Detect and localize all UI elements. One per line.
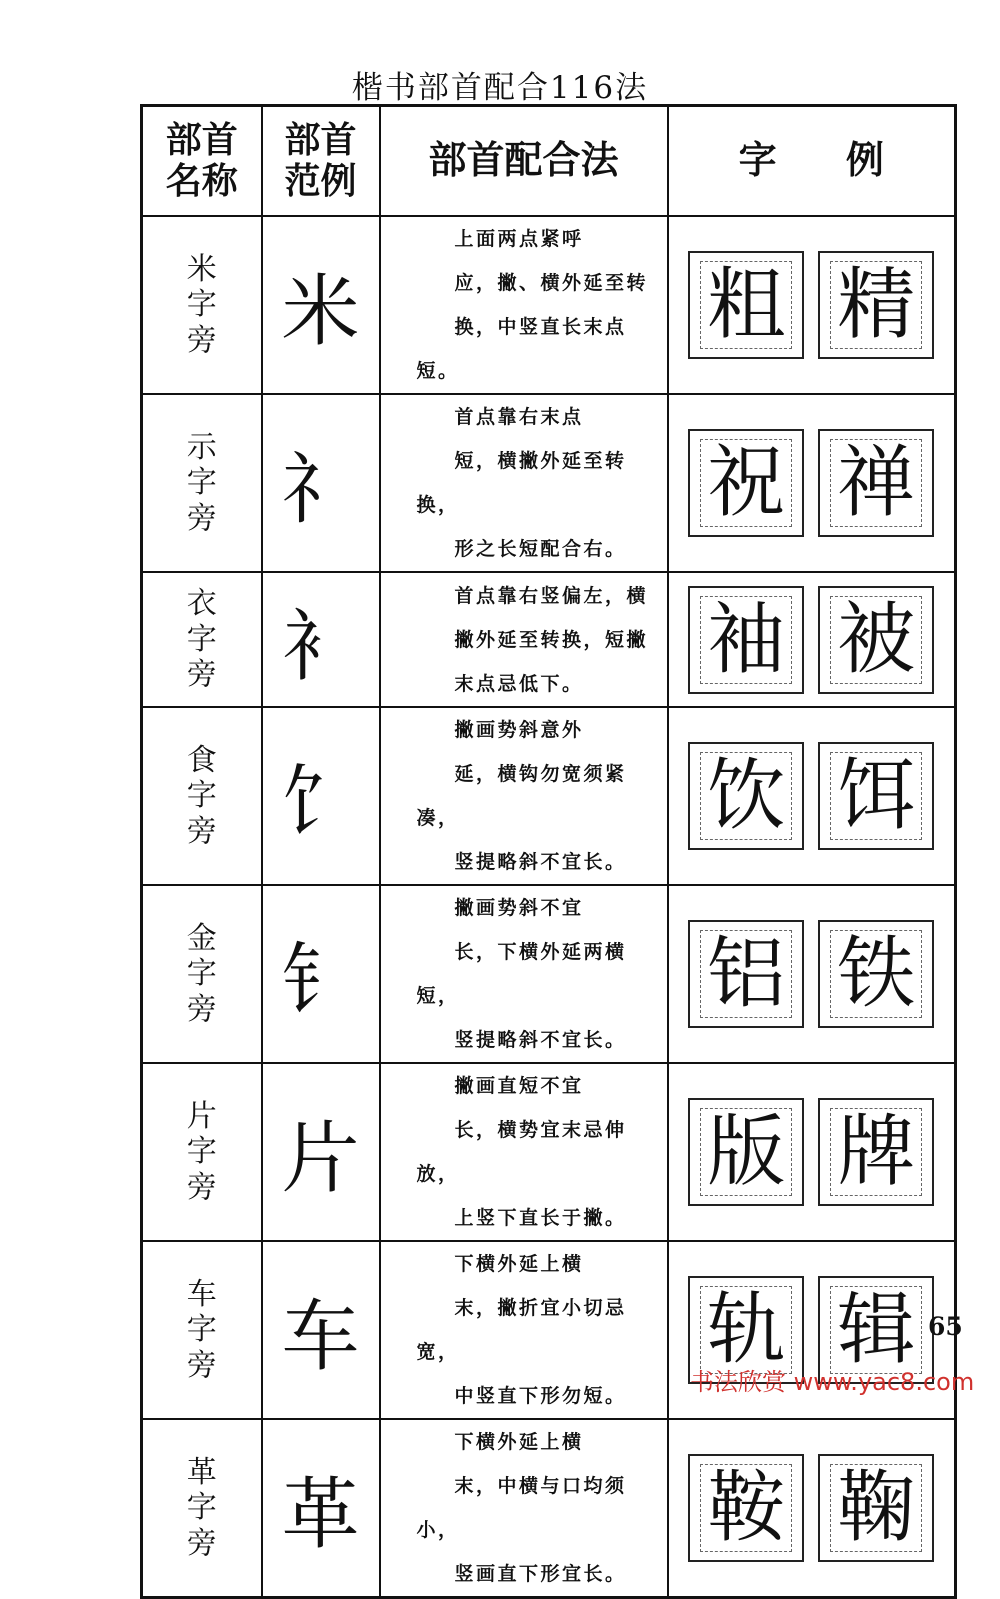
method-line: 撇画直短不宜 [454,1075,584,1097]
radical-sample: 车 [262,1241,380,1419]
example-char: 铝 [688,920,804,1028]
method-line: 换，中竖直长末点短。 [416,316,627,382]
table-row [142,572,956,707]
method-line: 撇外延至转换，短撇 [454,628,649,651]
radical-method [380,1063,668,1241]
example-cell [668,394,956,572]
method-line: 竖画直下形宜长。 [454,1563,627,1585]
example-cell [668,707,956,885]
method-line: 撇画势斜意外 [454,719,584,741]
example-char: 辑 [818,1276,934,1384]
radical-name: 片字旁 [142,1063,262,1241]
radical-method [380,572,668,707]
page-title: 楷书部首配合116法 [351,70,649,106]
example-char: 版 [688,1098,804,1206]
example-char: 禅 [818,429,934,537]
radical-sample: 米 [262,216,380,394]
example-char: 鞠 [818,1454,934,1562]
radical-method [380,1241,668,1419]
method-line: 延，横钩勿宽须紧凑， [416,763,627,829]
table-row [142,885,956,1063]
radical-sample: 钅 [262,885,380,1063]
radical-sample: 片 [262,1063,380,1241]
radical-sample: 革 [262,1419,380,1598]
example-char: 轨 [688,1276,804,1384]
method-line: 上面两点紧呼 [454,228,584,250]
method-line: 下横外延上横 [454,1431,584,1453]
method-line: 长，下横外延两横短， [416,941,627,1007]
method-line: 长，横势宜末忌伸放， [416,1119,627,1185]
method-line: 形之长短配合右。 [454,538,627,560]
radical-method [380,216,668,394]
method-line: 首点靠右末点 [454,406,584,428]
radical-name: 衣字旁 [142,572,262,707]
example-char: 牌 [818,1098,934,1206]
example-cell [668,1419,956,1598]
radical-method [380,1419,668,1598]
method-line: 竖提略斜不宜长。 [454,851,627,873]
radical-name: 革字旁 [142,1419,262,1598]
radical-name: 米字旁 [142,216,262,394]
page-number: 65 [928,1312,963,1341]
example-char: 精 [818,251,934,359]
example-char: 鞍 [688,1454,804,1562]
header-sample: 部首范例 [262,106,380,217]
radical-name: 示字旁 [142,394,262,572]
radical-sample: 衤 [262,572,380,707]
method-line: 竖提略斜不宜长。 [454,1029,627,1051]
example-char: 被 [818,586,934,694]
header-row [142,106,956,217]
method-line: 末，撇折宜小切忌宽， [416,1297,627,1363]
radical-method [380,707,668,885]
example-char: 祝 [688,429,804,537]
method-line: 上竖下直长于撇。 [454,1207,627,1229]
watermark: 书法欣赏 www.yac8.com [690,1368,975,1396]
example-char: 饵 [818,742,934,850]
example-char: 粗 [688,251,804,359]
method-line: 中竖直下形勿短。 [454,1385,627,1407]
header-method: 部首配合法 [380,106,668,217]
method-line: 首点靠右竖偏左，横 [454,584,649,607]
example-cell [668,572,956,707]
radical-method [380,885,668,1063]
method-line: 末，中横与口均须小， [416,1475,627,1541]
method-line: 下横外延上横 [454,1253,584,1275]
table-row [142,216,956,394]
example-cell [668,216,956,394]
example-cell [668,885,956,1063]
example-cell [668,1063,956,1241]
table-row [142,394,956,572]
table-row [142,1063,956,1241]
method-line: 撇画势斜不宜 [454,897,584,919]
radical-sample: 饣 [262,707,380,885]
example-char: 饮 [688,742,804,850]
header-name: 部首名称 [142,106,262,217]
table-row [142,707,956,885]
example-char: 袖 [688,586,804,694]
radical-name: 车字旁 [142,1241,262,1419]
radical-name: 金字旁 [142,885,262,1063]
radical-name: 食字旁 [142,707,262,885]
method-line: 应，撇、横外延至转 [454,272,649,294]
table-row [142,1419,956,1598]
radical-method [380,394,668,572]
method-line: 末点忌低下。 [454,672,584,695]
method-line: 短，横撇外延至转换， [416,450,627,516]
radical-sample: 礻 [262,394,380,572]
header-examples: 字 例 [668,106,956,217]
example-char: 铁 [818,920,934,1028]
